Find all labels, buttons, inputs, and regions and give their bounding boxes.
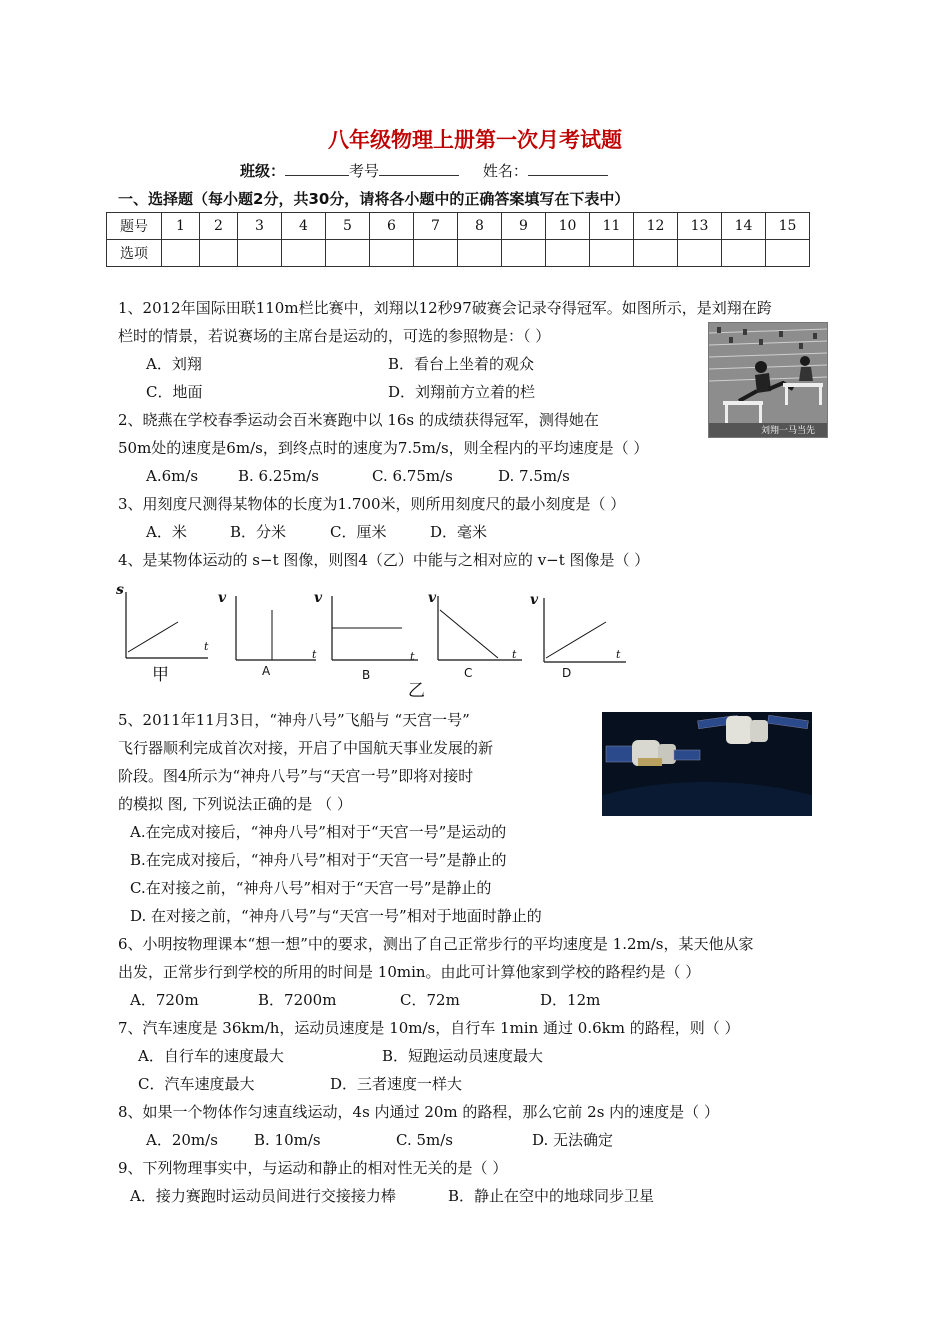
- q6-line2: 出发，正常步行到学校的所用的时间是 10min。由此可计算他家到学校的路程约是（ ）: [118, 963, 701, 981]
- table-cell: 4: [282, 213, 326, 240]
- q6-line1: 6、小明按物理课本“想一想”中的要求，测出了自己正常步行的平均速度是 1.2m/s，某天他从家: [118, 935, 754, 953]
- q2-option-b: B. 6.25m/s: [238, 467, 319, 485]
- graph-c: [424, 590, 534, 670]
- graph-label-b: B: [362, 668, 371, 682]
- answer-cell[interactable]: [238, 240, 282, 267]
- row-label-option: 选项: [107, 240, 162, 267]
- table-cell: 12: [634, 213, 678, 240]
- q5-option-b: B.在完成对接后，“神舟八号”相对于“天宫一号”是静止的: [130, 851, 507, 869]
- q3-option-a: A．米: [146, 523, 187, 541]
- q7-option-d: D．三者速度一样大: [330, 1075, 463, 1093]
- table-cell: 11: [590, 213, 634, 240]
- q5-line1: 5、2011年11月3日，“神舟八号”飞船与 “天宫一号”: [118, 711, 470, 729]
- q5-line4: 的模拟 图, 下列说法正确的是 （ ）: [118, 795, 352, 813]
- q5-option-a: A.在完成对接后，“神舟八号”相对于“天宫一号”是运动的: [130, 823, 507, 841]
- table-cell: 1: [162, 213, 200, 240]
- q2-line1: 2、晓燕在学校春季运动会百米赛跑中以 16s 的成绩获得冠军，测得她在: [118, 411, 599, 429]
- q8-option-d: D. 无法确定: [532, 1131, 614, 1149]
- graph-label-jia: 甲: [152, 665, 169, 685]
- table-row-answers: [107, 240, 810, 267]
- axis-label-t: t: [512, 648, 517, 661]
- exam-no-blank[interactable]: [379, 161, 459, 176]
- answer-cell[interactable]: [282, 240, 326, 267]
- table-cell: 13: [678, 213, 722, 240]
- axis-label-t: t: [410, 650, 415, 663]
- q3-option-b: B．分米: [230, 523, 287, 541]
- q2-option-c: C. 6.75m/s: [372, 467, 453, 485]
- answer-cell[interactable]: [458, 240, 502, 267]
- hurdle-photo-illustration: [709, 323, 827, 437]
- graph-d: [530, 592, 640, 672]
- q6-option-c: C．72m: [400, 991, 460, 1009]
- axis-label-t: t: [204, 640, 209, 653]
- q9-option-a: A．接力赛跑时运动员间进行交接接力棒: [130, 1187, 396, 1205]
- table-cell: 5: [326, 213, 370, 240]
- graph-a: [222, 590, 322, 670]
- q7-option-a: A．自行车的速度最大: [138, 1047, 284, 1065]
- answer-cell[interactable]: [200, 240, 238, 267]
- answer-cell[interactable]: [546, 240, 590, 267]
- class-blank[interactable]: [285, 161, 349, 176]
- q6-option-d: D．12m: [540, 991, 601, 1009]
- answer-cell[interactable]: [678, 240, 722, 267]
- q7-option-b: B．短跑运动员速度最大: [382, 1047, 544, 1065]
- graph-label-d: D: [562, 666, 572, 680]
- q6-option-a: A．720m: [130, 991, 199, 1009]
- answer-cell[interactable]: [326, 240, 370, 267]
- axis-label-s: s: [116, 582, 124, 598]
- table-cell: 9: [502, 213, 546, 240]
- q1-option-b: B．看台上坐着的观众: [388, 355, 535, 373]
- table-cell: 6: [370, 213, 414, 240]
- section-heading: 一、选择题（每小题2分，共30分，请将各小题中的正确答案填写在下表中）: [118, 190, 630, 208]
- q8-option-a: A．20m/s: [146, 1131, 218, 1149]
- row-label-number: 题号: [107, 213, 162, 240]
- q8-option-c: C. 5m/s: [396, 1131, 453, 1149]
- table-cell: 15: [766, 213, 810, 240]
- axis-label-v: v: [530, 592, 539, 608]
- q1-option-c: C．地面: [146, 383, 203, 401]
- q9-option-b: B．静止在空中的地球同步卫星: [448, 1187, 655, 1205]
- q6-option-b: B．7200m: [258, 991, 337, 1009]
- q2-option-d: D. 7.5m/s: [498, 467, 570, 485]
- answer-cell[interactable]: [414, 240, 458, 267]
- table-cell: 8: [458, 213, 502, 240]
- spacecraft-illustration: [602, 712, 812, 816]
- student-info-line: [240, 160, 608, 181]
- name-blank[interactable]: [528, 161, 608, 176]
- answer-cell[interactable]: [162, 240, 200, 267]
- q3-line1: 3、用刻度尺测得某物体的长度为1.700米，则所用刻度尺的最小刻度是（ ）: [118, 495, 626, 513]
- answer-table: [106, 212, 810, 267]
- name-label: 姓名：: [482, 162, 528, 180]
- q4-line1: 4、是某物体运动的 s−t 图像，则图4（乙）中能与之相对应的 v−t 图像是（ ）: [118, 551, 650, 569]
- q3-option-c: C．厘米: [330, 523, 387, 541]
- answer-cell[interactable]: [722, 240, 766, 267]
- q1-line1: 1、2012年国际田联110m栏比赛中，刘翔以12秒97破赛会记录夺得冠军。如图所示，是刘翔在跨: [118, 299, 772, 317]
- q8-option-b: B. 10m/s: [254, 1131, 321, 1149]
- answer-cell[interactable]: [370, 240, 414, 267]
- q1-line2: 栏时的情景，若说赛场的主席台是运动的，可选的参照物是：（ ）: [118, 327, 551, 345]
- exam-no-label: 考号: [349, 162, 380, 180]
- q5-line3: 阶段。图4所示为“神舟八号”与“天宫一号”即将对接时: [118, 767, 474, 785]
- q8-line1: 8、如果一个物体作匀速直线运动，4s 内通过 20m 的路程，那么它前 2s 内的速度是（ ）: [118, 1103, 719, 1121]
- hurdle-photo: [708, 322, 828, 438]
- table-cell: 14: [722, 213, 766, 240]
- q5-option-c: C.在对接之前，“神舟八号”相对于“天宫一号”是静止的: [130, 879, 492, 897]
- axis-label-t: t: [312, 648, 317, 661]
- table-cell: 7: [414, 213, 458, 240]
- q7-option-c: C．汽车速度最大: [138, 1075, 255, 1093]
- answer-cell[interactable]: [634, 240, 678, 267]
- graph-label-yi: 乙: [408, 681, 425, 701]
- q7-line1: 7、汽车速度是 36km/h，运动员速度是 10m/s，自行车 1min 通过 0.6km 的路程，则（ ）: [118, 1019, 740, 1037]
- axis-label-v: v: [218, 590, 227, 606]
- q2-line2: 50m处的速度是6m/s，到终点时的速度为7.5m/s，则全程内的平均速度是（ ）: [118, 439, 649, 457]
- graph-label-c: C: [464, 666, 473, 680]
- axis-label-v: v: [428, 590, 437, 606]
- photo-caption: 刘翔一马当先: [761, 426, 816, 436]
- q1-option-a: A．刘翔: [146, 355, 202, 373]
- graph-label-a: A: [262, 664, 271, 678]
- q5-line2: 飞行器顺利完成首次对接，开启了中国航天事业发展的新: [118, 739, 494, 757]
- spacecraft-docking-image: [602, 712, 812, 816]
- axis-label-v: v: [314, 590, 323, 606]
- table-cell: 10: [546, 213, 590, 240]
- q5-option-d: D. 在对接之前，“神舟八号”与“天宫一号”相对于地面时静止的: [130, 907, 542, 925]
- answer-cell[interactable]: [590, 240, 634, 267]
- q1-option-d: D．刘翔前方立着的栏: [388, 383, 536, 401]
- table-cell: 2: [200, 213, 238, 240]
- table-cell: 3: [238, 213, 282, 240]
- axis-label-t: t: [616, 648, 621, 661]
- answer-cell[interactable]: [502, 240, 546, 267]
- page-title: 八年级物理上册第一次月考试题: [328, 128, 622, 152]
- q9-line1: 9、下列物理事实中，与运动和静止的相对性无关的是（ ）: [118, 1159, 508, 1177]
- q2-option-a: A.6m/s: [146, 467, 199, 485]
- table-row-numbers: [107, 213, 810, 240]
- q3-option-d: D．毫米: [430, 523, 488, 541]
- class-label: 班级：: [240, 162, 286, 180]
- answer-cell[interactable]: [766, 240, 810, 267]
